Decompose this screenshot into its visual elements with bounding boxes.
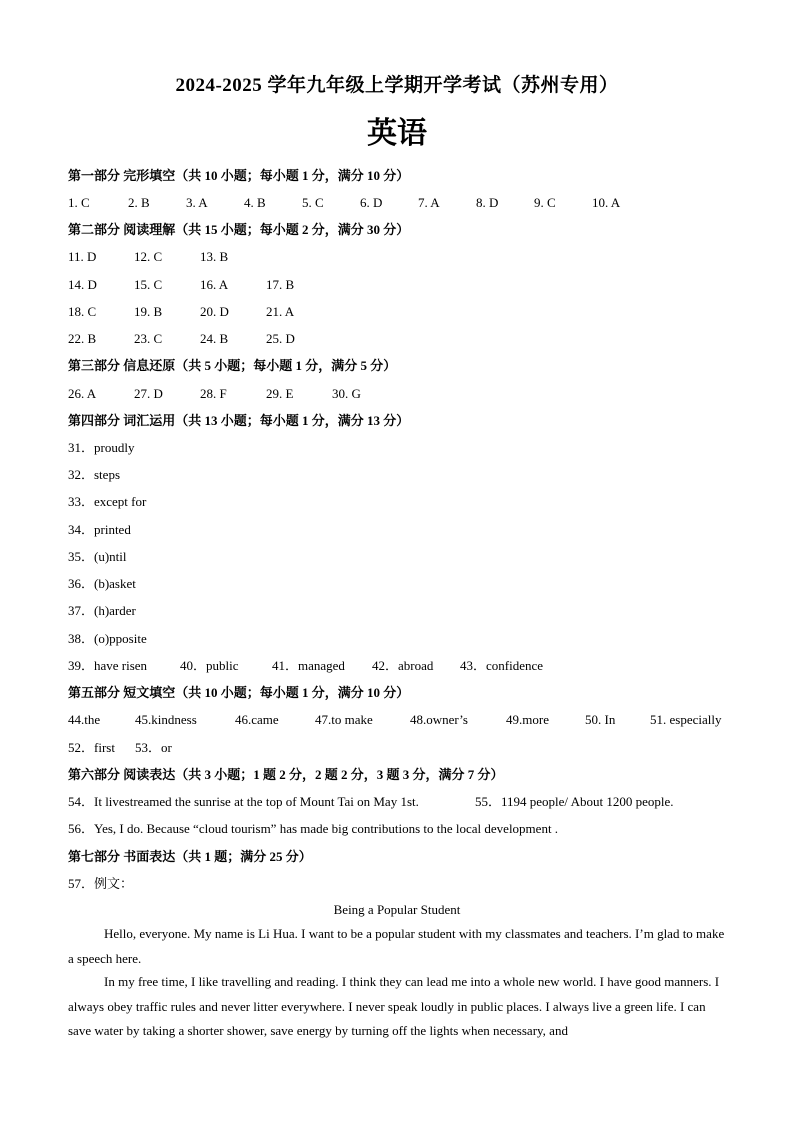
answer-item: 28. F xyxy=(200,386,227,401)
answer-item: 17. B xyxy=(266,277,295,292)
answer-item: 45.kindness xyxy=(135,712,197,727)
answer-item: 27. D xyxy=(134,386,163,401)
answer-item: 22. B xyxy=(68,331,97,346)
answer-item: 54．It livestreamed the sunrise at the top of Mount Tai on May 1st. xyxy=(68,794,419,809)
answer-item: 39．have risen xyxy=(68,658,148,673)
answer-item: 53．or xyxy=(135,740,172,755)
section-3-heading: 第三部分 信息还原（共 5 小题；每小题 1 分，满分 5 分） xyxy=(68,358,397,373)
answer-item: 51. especially xyxy=(650,712,722,727)
subject-heading: 英语 xyxy=(367,116,427,151)
section-1-heading: 第一部分 完形填空（共 10 小题；每小题 1 分，满分 10 分） xyxy=(68,168,410,183)
answer-item: 15. C xyxy=(134,277,163,292)
essay-title: Being a Popular Student xyxy=(333,902,461,917)
answer-item: 16. A xyxy=(200,277,229,292)
vocab-answer: 37．(h)arder xyxy=(68,603,136,618)
answer-item: 52．first xyxy=(68,740,115,755)
answer-item: 47.to make xyxy=(315,712,373,727)
answer-item: 42．abroad xyxy=(372,658,434,673)
answer-item: 55．1194 people/ About 1200 people. xyxy=(475,794,674,809)
answer-item: 25. D xyxy=(266,331,295,346)
vocab-answer-row xyxy=(68,657,543,675)
answer-item: 50. In xyxy=(585,712,616,727)
answer-item: 46.came xyxy=(235,712,279,727)
answer-item: 49.more xyxy=(506,712,549,727)
essay-label: 57．例文： xyxy=(68,876,134,891)
vocab-answer: 33．except for xyxy=(68,494,147,509)
essay-paragraph-text: Hello, everyone. My name is Li Hua. I want to be a popular student with my classmates and teachers. I’m glad to make a speech here. xyxy=(68,926,725,966)
answer-row-3 xyxy=(68,276,294,294)
answer-item: 23. C xyxy=(134,331,163,346)
answer-item: 7. A xyxy=(418,195,440,210)
reading-answer-row xyxy=(68,793,673,811)
essay-paragraph-1 xyxy=(68,922,726,971)
answer-item: 9. C xyxy=(534,195,556,210)
answer-item: 19. B xyxy=(134,304,163,319)
answer-item: 3. A xyxy=(186,195,208,210)
vocab-answer: 32．steps xyxy=(68,467,121,482)
answer-item: 21. A xyxy=(266,304,295,319)
section-2-heading: 第二部分 阅读理解（共 15 小题；每小题 2 分，满分 30 分） xyxy=(68,222,410,237)
vocab-answer: 35．(u)ntil xyxy=(68,549,127,564)
answer-item: 26. A xyxy=(68,386,97,401)
answer-item: 8. D xyxy=(476,195,499,210)
vocab-answer: 31．proudly xyxy=(68,440,135,455)
answer-item: 11. D xyxy=(68,249,97,264)
answer-item: 10. A xyxy=(592,195,621,210)
answer-item: 4. B xyxy=(244,195,266,210)
answer-row-6 xyxy=(68,385,361,403)
answer-item: 13. B xyxy=(200,249,229,264)
answer-item: 48.owner’s xyxy=(410,712,468,727)
section-4-heading: 第四部分 词汇运用（共 13 小题；每小题 1 分，满分 13 分） xyxy=(68,413,410,428)
answer-item: 44.the xyxy=(68,712,101,727)
answer-row-2 xyxy=(68,248,228,266)
answer-item: 5. C xyxy=(302,195,324,210)
section-7-heading: 第七部分 书面表达（共 1 题；满分 25 分） xyxy=(68,849,312,864)
cloze-answer-row-2 xyxy=(68,739,172,757)
reading-answer-56: 56．Yes, I do. Because “cloud tourism” has made big contributions to the local development . xyxy=(68,821,559,836)
essay-paragraph-2 xyxy=(68,970,726,1044)
answer-item: 30. G xyxy=(332,386,361,401)
vocab-answer: 34．printed xyxy=(68,522,131,537)
answer-item: 24. B xyxy=(200,331,229,346)
answer-item: 41．managed xyxy=(272,658,345,673)
section-6-heading: 第六部分 阅读表达（共 3 小题；1 题 2 分，2 题 2 分，3 题 3 分，满分 7 分） xyxy=(68,767,504,782)
answer-row-4 xyxy=(68,303,294,321)
essay-paragraph-text: In my free time, I like travelling and reading. I think they can lead me into a whole new world. I have good manners. I always obey traffic rules and never litter everywhere. I never speak loudly in public places. I always live a green life. I can save water by taking a shorter shower, save energy by turning off the lights when necessary, and xyxy=(68,974,720,1038)
answer-item: 43．confidence xyxy=(460,658,544,673)
answer-row-1 xyxy=(68,194,620,212)
page-title: 2024-2025 学年九年级上学期开学考试（苏州专用） xyxy=(175,75,619,96)
answer-item: 1. C xyxy=(68,195,90,210)
answer-item: 18. C xyxy=(68,304,97,319)
cloze-answer-row-1 xyxy=(68,711,721,729)
answer-item: 2. B xyxy=(128,195,150,210)
answer-item: 14. D xyxy=(68,277,97,292)
section-5-heading: 第五部分 短文填空（共 10 小题；每小题 1 分，满分 10 分） xyxy=(68,685,410,700)
vocab-answer: 36．(b)asket xyxy=(68,576,136,591)
answer-item: 29. E xyxy=(266,386,294,401)
answer-item: 20. D xyxy=(200,304,229,319)
answer-item: 40．public xyxy=(180,658,239,673)
vocab-answer: 38．(o)pposite xyxy=(68,631,147,646)
answer-item: 12. C xyxy=(134,249,163,264)
answer-item: 6. D xyxy=(360,195,383,210)
answer-row-5 xyxy=(68,330,295,348)
